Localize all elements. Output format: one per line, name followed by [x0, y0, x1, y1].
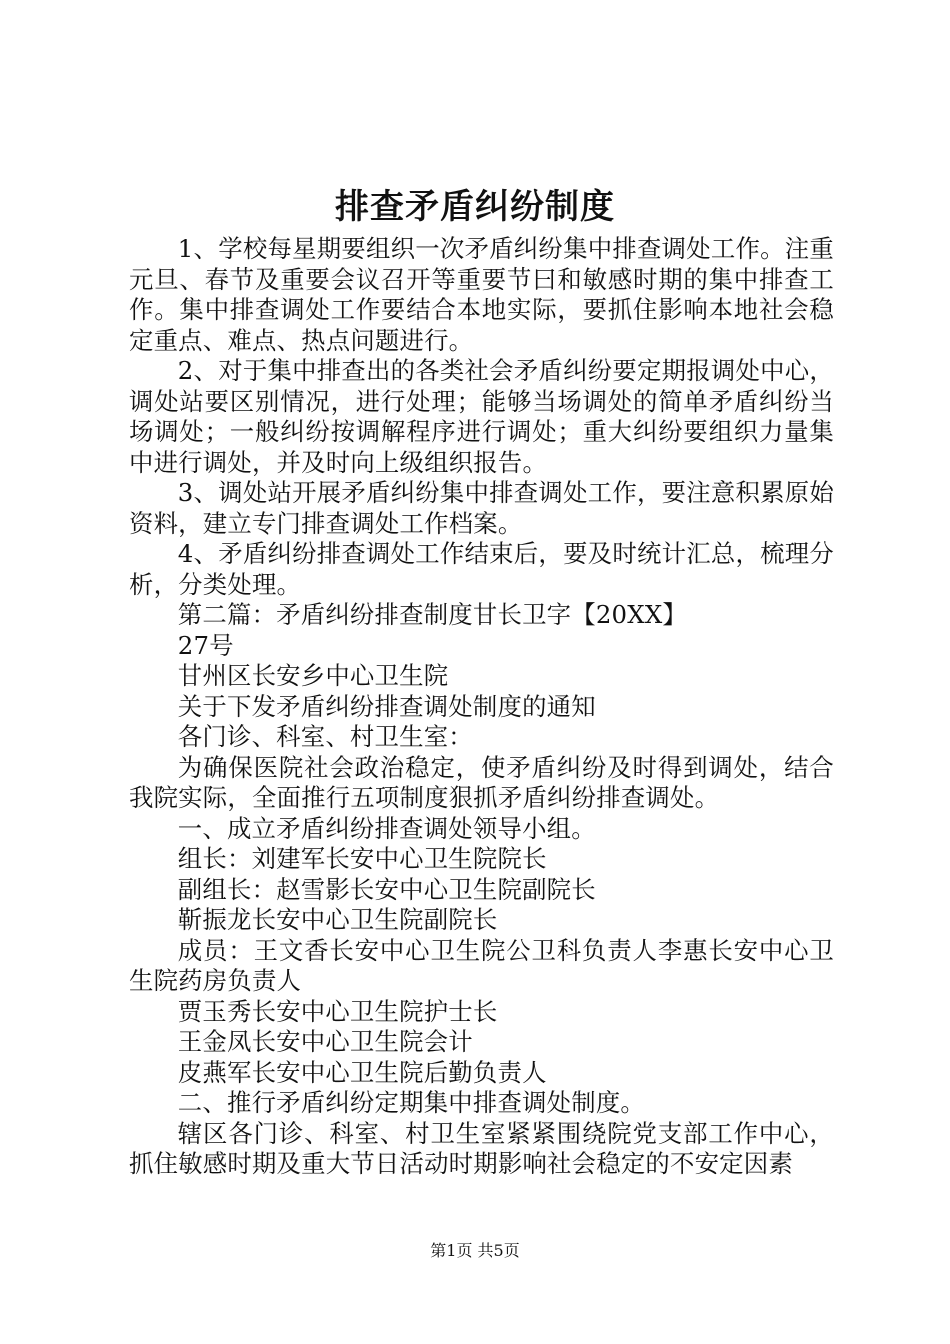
paragraph-4: 4、矛盾纠纷排查调处工作结束后，要及时统计汇总，梳理分析，分类处理。	[129, 539, 834, 599]
member-line: 靳振龙长安中心卫生院副院长	[177, 905, 498, 934]
member-line: 皮燕军长安中心卫生院后勤负责人	[177, 1057, 547, 1087]
item-heading-1: 一、成立矛盾纠纷排查调处领导小组。	[177, 813, 596, 843]
issuer-name: 甘州区长安乡中心卫生院	[177, 661, 449, 690]
member-line: 副组长：赵雪影长安中心卫生院副院长	[177, 874, 596, 904]
member-line: 组长：刘建军长安中心卫生院院长	[177, 844, 547, 873]
recipients: 各门诊、科室、村卫生室：	[177, 722, 473, 751]
section-heading: 第二篇：矛盾纠纷排查制度甘长卫字【20XX】	[177, 600, 687, 629]
page-footer: 第1页 共5页	[430, 1241, 520, 1260]
item-heading-2: 二、推行矛盾纠纷定期集中排查调处制度。	[177, 1088, 646, 1117]
document-body	[129, 234, 834, 1180]
document-number: 27号	[177, 630, 234, 660]
page-title: 排查矛盾纠纷制度	[335, 187, 615, 227]
paragraph-intro: 为确保医院社会政治稳定，使矛盾纠纷及时得到调处，结合我院实际，全面推行五项制度狠抓矛盾纠纷排查调处。	[129, 752, 834, 812]
paragraph-1: 1、学校每星期要组织一次矛盾纠纷集中排查调处工作。注重元旦、春节及重要会议召开等重要节曰和敏感时期的集中排查工作。集中排查调处工作要结合本地实际，要抓住影响本地社会稳定重点、难点、热点问题进行。	[129, 234, 834, 355]
member-line: 王金凤长安中心卫生院会计	[177, 1027, 473, 1056]
paragraph-3: 3、调处站开展矛盾纠纷集中排查调处工作，要注意积累原始资料，建立专门排查调处工作档案。	[129, 478, 834, 538]
notice-title: 关于下发矛盾纠纷排查调处制度的通知	[177, 691, 596, 721]
member-line: 贾玉秀长安中心卫生院护士长	[177, 996, 498, 1026]
paragraph-last: 辖区各门诊、科室、村卫生室紧紧围绕院党支部工作中心，抓住敏感时期及重大节日活动时期影响社会稳定的不安定因素	[129, 1118, 834, 1178]
members-paragraph: 成员：王文香长安中心卫生院公卫科负责人李惠长安中心卫生院药房负责人	[129, 935, 834, 995]
paragraph-2: 2、对于集中排查出的各类社会矛盾纠纷要定期报调处中心，调处站要区别情况，进行处理；能够当场调处的简单矛盾纠纷当场调处；一般纠纷按调解程序进行调处；重大纠纷要组织力量集中进行调处，并及时向上级组织报告。	[129, 356, 834, 477]
